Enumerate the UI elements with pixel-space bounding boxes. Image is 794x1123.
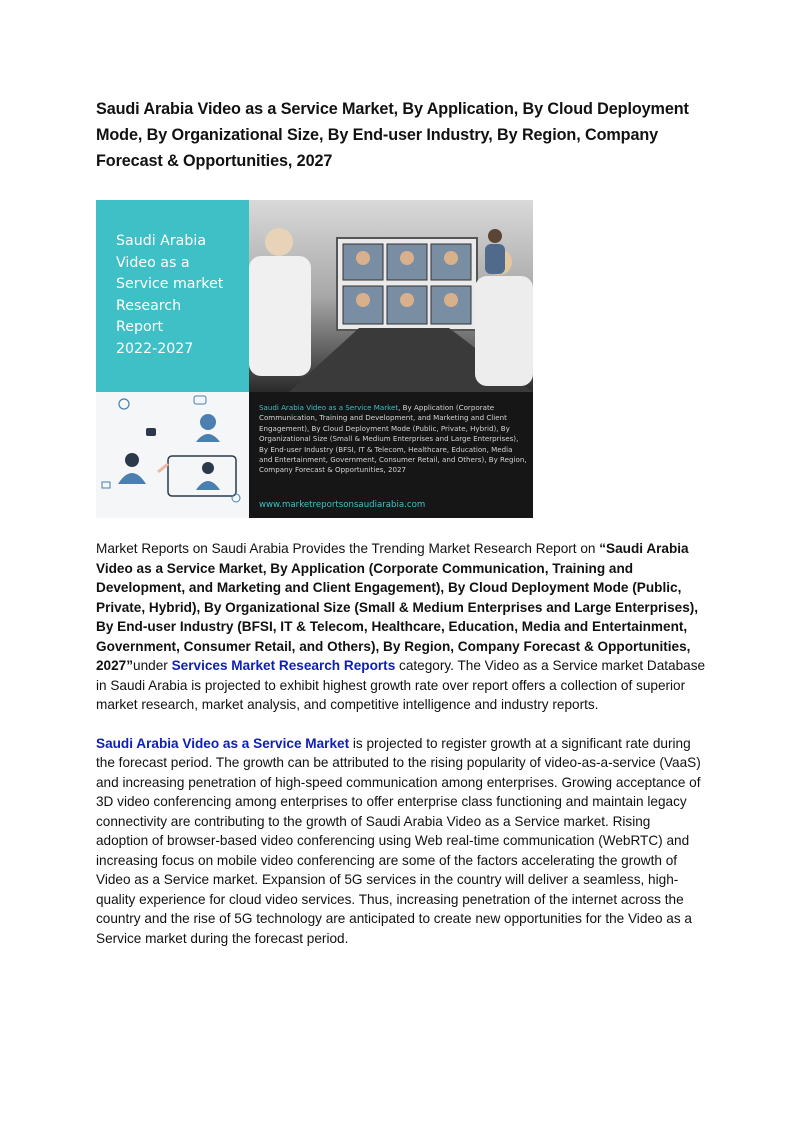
banner-heading: Saudi Arabia Video as a Service market Research Report 2022-2027	[116, 233, 224, 357]
intro-text: Market Reports on Saudi Arabia Provides the Trending Market Research Report on	[96, 541, 600, 556]
banner-caption-highlight: Saudi Arabia Video as a Service Market	[259, 403, 399, 412]
banner-caption	[259, 403, 527, 476]
page-title: Saudi Arabia Video as a Service Market, By Application, By Cloud Deployment Mode, By Organizational Size, By End-user Industry, By Region, Company Forecast & Opportunities, 2027	[96, 100, 689, 170]
paragraph-market	[96, 734, 706, 949]
banner-url: www.marketreportsonsaudiarabia.com	[259, 500, 426, 510]
meeting-photo-illustration	[249, 200, 533, 392]
paragraph-intro	[96, 539, 706, 715]
document-body	[96, 539, 706, 948]
banner-caption-panel	[249, 392, 533, 518]
people-illustration	[96, 392, 249, 518]
under-text: under	[133, 658, 172, 673]
category-link[interactable]: Services Market Research Reports	[171, 658, 396, 673]
banner-caption-rest: , By Application (Corporate Communication, Training and Development, and Marketing and Client Engagement), By Cloud Deployment Mode (Public, Private, Hybrid), By Organizational Size (Small & Medium Enterprises and Large Enterprises), By End-user Industry (BFSI, IT & Telecom, Healthcare, Education, Media and Entertainment, Government, Consumer Retail, and Others), By Region, Company Forecast & Opportunities, 2027	[259, 403, 527, 475]
market-link[interactable]: Saudi Arabia Video as a Service Market	[96, 735, 350, 751]
illustration-panel	[96, 392, 249, 518]
document-header	[96, 96, 706, 174]
report-banner-image	[96, 200, 533, 518]
report-title-bold: “Saudi Arabia Video as a Service Market, By Application (Corporate Communication, Training and Development, and Marketing and Client Engagement), By Cloud Deployment Mode (Public, Private, Hybrid), By Organizational Size (Small & Medium Enterprises and Large Enterprises), By End-user Industry (BFSI, IT & Telecom, Healthcare, Education, Media and Entertainment, Government, Consumer Retail, and Others), By Region, Company Forecast & Opportunities, 2027”	[96, 541, 699, 673]
market-text: is projected to register growth at a significant rate during the forecast period. The growth can be attributed to the rising popularity of video-as-a-service (VaaS) and increasing penetration of high-speed communication among enterprises. Growing acceptance of 3D video conferencing among enterprises to offer enterprise class functioning and maintain legacy connectivity are contributing to the growth of Saudi Arabia Video as a Service market. Rising adoption of browser-based video conferencing using Web real-time communication (WebRTC) and increasing focus on mobile video conferencing are some of the factors accelerating the growth of Video as a Service market. Expansion of 5G services in the country will deliver a seamless, high-quality experience for cloud video services. Thus, increasing penetration of the internet across the country and the rise of 5G technology are anticipated to create new opportunities for the Video as a Service market during the forecast period.	[96, 735, 701, 946]
meeting-photo	[249, 200, 533, 392]
banner-teal-panel	[96, 200, 249, 392]
intro-rest: category. The Video as a Service market Database in Saudi Arabia is projected to exhibit highest growth rate over report offers a collection of superior market research, market analysis, and competitive intelligence and industry reports.	[96, 658, 706, 712]
